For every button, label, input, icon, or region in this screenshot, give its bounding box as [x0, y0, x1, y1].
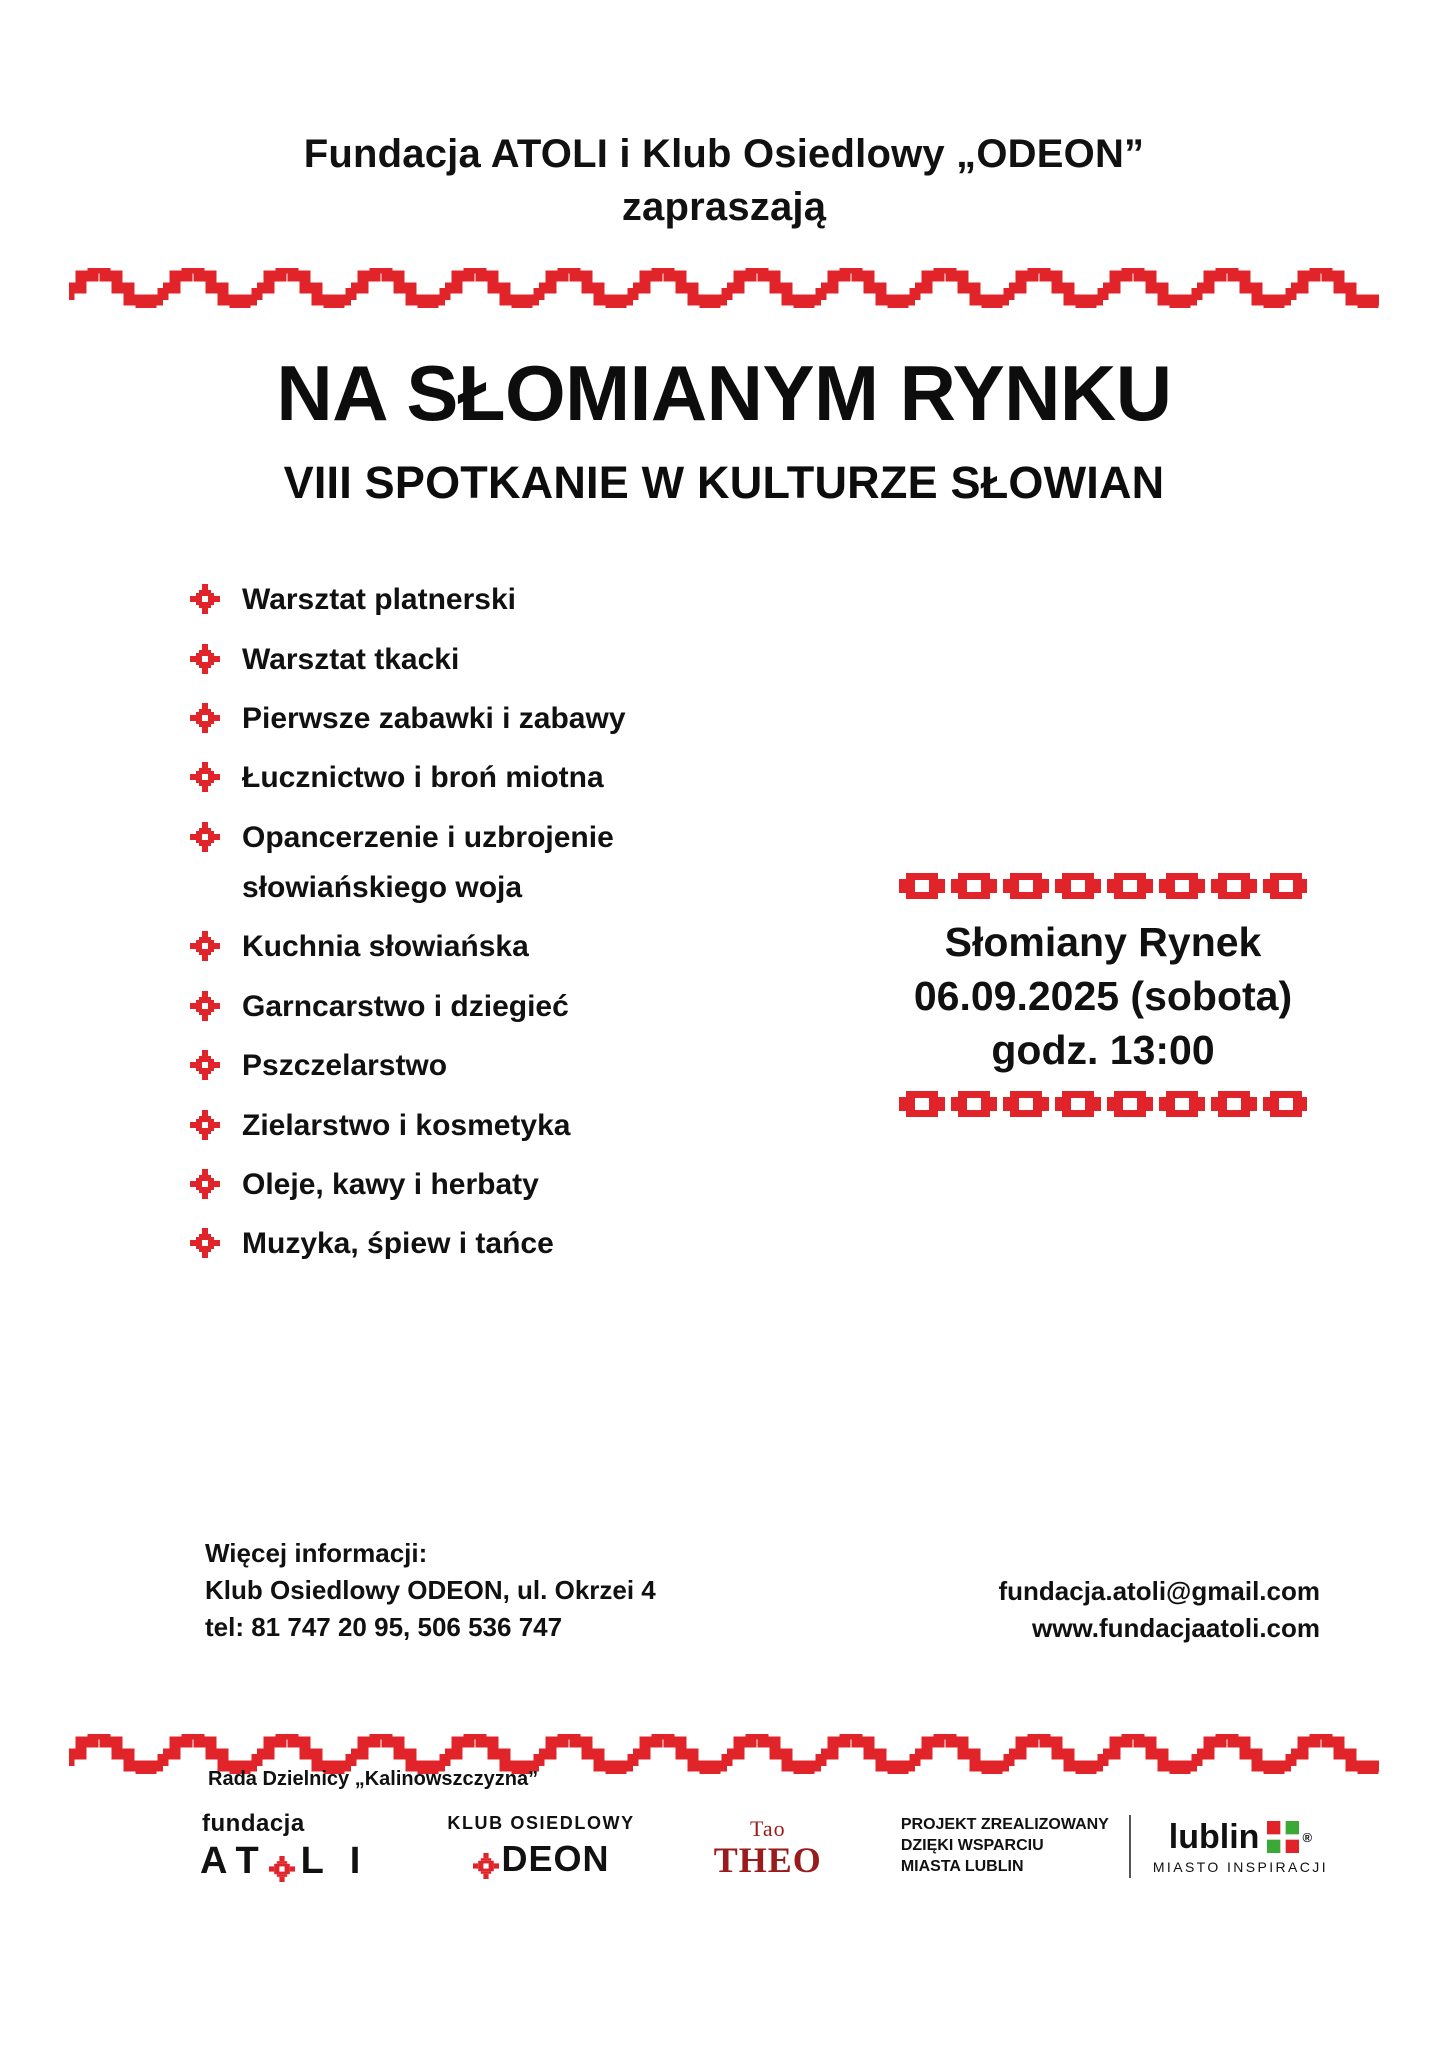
list-item-label	[242, 819, 614, 908]
slavic-cross-icon	[190, 762, 220, 792]
theo-logo-top: Tao	[749, 1815, 786, 1841]
atoli-logo-top: fundacja	[202, 1810, 305, 1837]
contact-phone[interactable]: tel: 81 747 20 95, 506 536 747	[205, 1611, 563, 1642]
project-line-2: DZIĘKI WSPARCIU	[900, 1837, 1044, 1855]
slavic-cross-icon	[473, 1846, 499, 1872]
list-item-label: Pszczelarstwo	[242, 1049, 448, 1083]
list-item	[190, 928, 830, 966]
list-item	[190, 819, 830, 908]
poster-header	[0, 0, 1448, 234]
logo-row	[200, 1810, 1328, 1883]
atoli-letter-a: A	[200, 1840, 236, 1882]
theo-logo-main: THEO	[713, 1839, 822, 1880]
odeon-wordmark: DEON	[501, 1838, 610, 1879]
slavic-cross-icon	[190, 1228, 220, 1258]
event-text	[888, 915, 1318, 1077]
list-item-label: Muzyka, śpiew i tańce	[242, 1227, 554, 1261]
list-item-label: Garncarstwo i dziegieć	[242, 989, 569, 1023]
event-place: Słomiany Rynek	[944, 919, 1262, 966]
event-date: 06.09.2025 (sobota)	[913, 973, 1293, 1020]
list-item	[190, 1107, 830, 1145]
logo-fundacja-atoli[interactable]	[200, 1810, 368, 1883]
atoli-logo-main	[200, 1840, 368, 1883]
title-block	[0, 348, 1448, 510]
list-item-label: Łucznictwo i broń miotna	[242, 761, 604, 795]
list-item-label-line2: słowiańskiego woja	[242, 871, 523, 905]
lublin-tagline: MIASTO INSPIRACJI	[1152, 1858, 1328, 1875]
odeon-logo-top: KLUB OSIEDLOWY	[447, 1813, 635, 1833]
list-item	[190, 700, 830, 738]
lublin-logo	[1131, 1818, 1328, 1875]
logo-theo[interactable]	[714, 1816, 822, 1878]
slavic-cross-icon	[190, 584, 220, 614]
slavic-cross-icon	[190, 1169, 220, 1199]
contact-email[interactable]: fundacja.atoli@gmail.com	[998, 1576, 1320, 1606]
slavic-cross-icon	[190, 991, 220, 1021]
event-time: godz. 13:00	[991, 1027, 1215, 1074]
page-subtitle: VIII SPOTKANIE W KULTURZE SŁOWIAN	[283, 457, 1165, 509]
header-line-1: Fundacja ATOLI i Klub Osiedlowy „ODEON”	[303, 132, 1145, 176]
contact-website[interactable]: www.fundacjaatoli.com	[1032, 1612, 1320, 1643]
list-item-label: Oleje, kawy i herbaty	[242, 1168, 539, 1202]
page-title: NA SŁOMIANYM RYNKU	[276, 348, 1172, 437]
lublin-word-text: lublin	[1168, 1817, 1260, 1856]
registered-mark: ®	[1302, 1829, 1313, 1845]
lublin-square-icon	[1267, 1821, 1299, 1853]
list-item-label: Zielarstwo i kosmetyka	[242, 1108, 571, 1142]
contact-section	[0, 1535, 1448, 1655]
list-item	[190, 1166, 830, 1204]
program-list	[190, 581, 830, 1285]
poster-body	[0, 581, 1448, 1281]
slavic-cross-icon	[190, 822, 220, 852]
contact-right	[998, 1573, 1320, 1647]
slavic-cross-icon	[190, 1110, 220, 1140]
list-item-label: Kuchnia słowiańska	[242, 930, 529, 964]
council-label: Rada Dzielnicy „Kalinowszczyzna”	[208, 1768, 539, 1790]
list-item-label: Pierwsze zabawki i zabawy	[242, 701, 626, 735]
contact-more-info: Więcej informacji:	[205, 1538, 428, 1568]
chain-ornament-bottom	[893, 1091, 1313, 1117]
event-details-card	[888, 873, 1318, 1117]
contact-club-address: Klub Osiedlowy ODEON, ul. Okrzei 4	[205, 1574, 656, 1605]
project-funding-text	[901, 1815, 1131, 1877]
list-item	[190, 1225, 830, 1263]
project-line-1: PROJEKT ZREALIZOWANY	[900, 1816, 1109, 1834]
atoli-letters-li: L I	[300, 1840, 369, 1882]
footer-sponsors	[0, 1768, 1448, 1958]
slavic-cross-icon	[190, 931, 220, 961]
lublin-wordmark	[1169, 1818, 1312, 1857]
project-line-3: MIASTA LUBLIN	[900, 1857, 1024, 1875]
list-item	[190, 641, 830, 679]
list-item-label-line1: Opancerzenie i uzbrojenie	[242, 820, 614, 854]
list-item	[190, 759, 830, 797]
odeon-logo-main	[473, 1838, 610, 1880]
chain-ornament-top	[893, 873, 1313, 899]
slavic-cross-icon	[190, 644, 220, 674]
list-item-label: Warsztat tkacki	[242, 642, 460, 676]
atoli-letter-t: T	[235, 1840, 267, 1882]
zigzag-ornament-top	[69, 268, 1379, 308]
list-item	[190, 581, 830, 619]
header-line-2: zapraszają	[621, 184, 827, 229]
logo-city-lublin-block[interactable]	[901, 1815, 1328, 1877]
slavic-cross-icon	[190, 703, 220, 733]
slavic-cross-icon	[190, 1050, 220, 1080]
list-item	[190, 988, 830, 1026]
contact-left	[205, 1535, 656, 1646]
slavic-cross-icon	[269, 1849, 295, 1875]
logo-klub-odeon[interactable]	[447, 1813, 634, 1880]
list-item	[190, 1047, 830, 1085]
list-item-label: Warsztat platnerski	[242, 583, 516, 617]
